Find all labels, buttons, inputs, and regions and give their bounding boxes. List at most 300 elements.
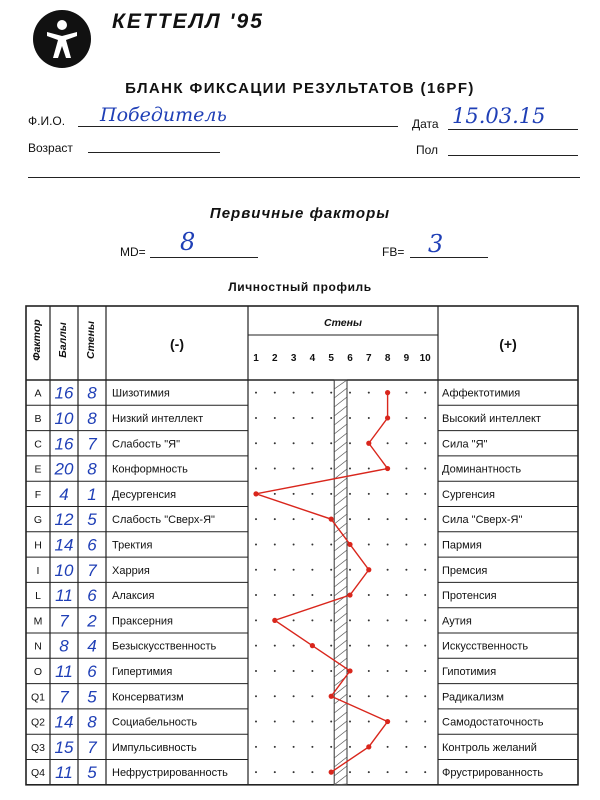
positive-pole-label: Гипотимия	[442, 665, 497, 678]
band-hatch	[334, 433, 347, 443]
positive-pole-label: Сила "Я"	[442, 438, 488, 451]
grid-dot	[274, 670, 276, 672]
primary-factors-title: Первичные факторы	[209, 205, 391, 222]
positive-pole-label: Пармия	[442, 539, 482, 552]
grid-dot	[274, 417, 276, 419]
grid-dot	[255, 695, 257, 697]
band-hatch	[334, 415, 347, 425]
band-hatch	[334, 397, 347, 407]
sten-score: 8	[87, 383, 97, 403]
profile-point	[385, 415, 390, 420]
band-hatch	[334, 442, 347, 452]
negative-pole-label: Праксерния	[112, 615, 173, 628]
grid-dot	[274, 543, 276, 545]
negative-pole-label: Гипертимия	[112, 665, 173, 678]
profile-point	[310, 643, 315, 648]
grid-dot	[311, 518, 313, 520]
grid-dot	[293, 594, 295, 596]
grid-dot	[330, 442, 332, 444]
fio-field[interactable]: Победитель	[100, 104, 227, 126]
factor-code: Q3	[30, 741, 46, 754]
grid-dot	[293, 695, 295, 697]
raw-score: 15	[54, 737, 74, 757]
sten-score: 5	[87, 763, 97, 783]
grid-dot	[330, 594, 332, 596]
profile-point	[366, 441, 371, 446]
profile-point	[385, 390, 390, 395]
raw-score: 7	[59, 687, 69, 707]
grid-dot	[293, 493, 295, 495]
grid-dot	[311, 468, 313, 470]
sten-score: 6	[87, 535, 97, 555]
sten-score: 1	[87, 484, 97, 504]
sten-scale-label: 6	[347, 353, 353, 364]
band-hatch	[334, 586, 347, 596]
grid-dot	[387, 746, 389, 748]
sten-scale-label: 2	[272, 353, 278, 364]
grid-dot	[387, 594, 389, 596]
band-hatch	[334, 559, 347, 569]
grid-dot	[293, 392, 295, 394]
negative-pole-label: Слабость "Я"	[112, 438, 180, 451]
grid-dot	[274, 645, 276, 647]
grid-dot	[387, 493, 389, 495]
sten-scale-label: 9	[403, 353, 410, 364]
factor-code: Q1	[30, 691, 46, 704]
band-hatch	[334, 478, 347, 488]
md-label: MD=	[120, 245, 146, 259]
grid-dot	[387, 518, 389, 520]
grid-dot	[293, 417, 295, 419]
grid-dot	[311, 695, 313, 697]
grid-dot	[349, 493, 351, 495]
grid-dot	[255, 594, 257, 596]
grid-dot	[368, 468, 370, 470]
negative-pole-label: Социабельность	[112, 716, 198, 729]
grid-dot	[424, 721, 426, 723]
grid-dot	[255, 721, 257, 723]
grid-dot	[387, 695, 389, 697]
raw-score: 20	[54, 459, 74, 479]
sex-label: Пол	[416, 143, 439, 157]
band-hatch	[334, 613, 347, 623]
profile-point	[329, 517, 334, 522]
grid-dot	[255, 670, 257, 672]
grid-dot	[424, 543, 426, 545]
grid-dot	[274, 468, 276, 470]
factor-code: O	[33, 665, 43, 678]
grid-dot	[293, 619, 295, 621]
factor-code: L	[35, 590, 41, 603]
grid-dot	[424, 746, 426, 748]
profile-point	[253, 491, 258, 496]
positive-pole-label: Высокий интеллект	[442, 412, 541, 425]
grid-dot	[368, 619, 370, 621]
profile-line	[256, 393, 388, 773]
grid-dot	[311, 569, 313, 571]
grid-dot	[368, 670, 370, 672]
grid-dot	[424, 518, 426, 520]
band-hatch	[334, 739, 347, 749]
grid-dot	[274, 594, 276, 596]
grid-dot	[349, 645, 351, 647]
grid-dot	[293, 442, 295, 444]
md-field[interactable]: 8	[180, 228, 196, 256]
grid-dot	[424, 392, 426, 394]
grid-dot	[405, 442, 407, 444]
grid-dot	[330, 721, 332, 723]
grid-dot	[405, 645, 407, 647]
grid-dot	[274, 518, 276, 520]
grid-dot	[368, 594, 370, 596]
band-hatch	[334, 640, 347, 650]
grid-dot	[405, 468, 407, 470]
grid-dot	[387, 543, 389, 545]
profile-point	[329, 770, 334, 775]
grid-dot	[255, 771, 257, 773]
band-hatch	[334, 496, 347, 506]
profile-point	[347, 592, 352, 597]
raw-score: 11	[55, 763, 73, 783]
raw-score: 14	[54, 535, 74, 555]
grid-dot	[274, 746, 276, 748]
grid-dot	[311, 771, 313, 773]
positive-pole-label: Аффектотимия	[442, 387, 521, 400]
sten-score: 6	[87, 586, 97, 606]
raw-score: 16	[54, 383, 74, 403]
grid-dot	[405, 594, 407, 596]
factor-code: F	[34, 488, 42, 501]
grid-dot	[368, 721, 370, 723]
factor-code: M	[33, 615, 43, 628]
factor-code: Q2	[30, 716, 46, 729]
grid-dot	[405, 392, 407, 394]
grid-dot	[424, 594, 426, 596]
grid-dot	[274, 442, 276, 444]
band-hatch	[334, 703, 347, 713]
sten-score: 4	[87, 636, 97, 656]
negative-pole-label: Харрия	[112, 564, 150, 577]
grid-dot	[405, 518, 407, 520]
grid-dot	[349, 695, 351, 697]
raw-score: 11	[55, 661, 73, 681]
profile-point	[385, 466, 390, 471]
grid-dot	[330, 645, 332, 647]
grid-dot	[293, 543, 295, 545]
grid-dot	[405, 569, 407, 571]
grid-dot	[293, 645, 295, 647]
grid-dot	[387, 670, 389, 672]
negative-pole-label: Нефрустрированность	[112, 767, 228, 780]
grid-dot	[255, 417, 257, 419]
negative-pole-label: Конформность	[112, 463, 188, 476]
grid-dot	[311, 746, 313, 748]
grid-dot	[330, 417, 332, 419]
grid-dot	[293, 569, 295, 571]
sten-score: 2	[87, 611, 97, 631]
sten-score: 7	[87, 560, 97, 580]
grid-dot	[424, 670, 426, 672]
band-hatch	[334, 775, 347, 785]
grid-dot	[424, 417, 426, 419]
positive-pole-label: Доминантность	[442, 463, 522, 476]
grid-dot	[311, 417, 313, 419]
sten-scale-label: 8	[384, 353, 391, 364]
profile-point	[385, 719, 390, 724]
grid-dot	[368, 392, 370, 394]
grid-dot	[274, 493, 276, 495]
grid-dot	[387, 442, 389, 444]
grid-dot	[424, 493, 426, 495]
fb-label: FB=	[382, 245, 405, 259]
raw-score: 10	[54, 408, 74, 428]
sten-scale-label: 1	[253, 353, 259, 364]
grid-dot	[368, 417, 370, 419]
negative-pole-label: Безыскусственность	[112, 640, 217, 653]
grid-dot	[368, 518, 370, 520]
grid-dot	[274, 392, 276, 394]
factor-code: Q4	[30, 767, 46, 780]
grid-dot	[255, 442, 257, 444]
sten-scale-label: 7	[366, 353, 372, 364]
sten-score: 6	[87, 661, 97, 681]
grid-dot	[330, 543, 332, 545]
sten-scale-label: 5	[328, 353, 334, 364]
sten-score: 5	[87, 510, 97, 530]
negative-pole-label: Алаксия	[112, 590, 155, 603]
grid-dot	[330, 468, 332, 470]
band-hatch	[334, 514, 347, 524]
factor-code: E	[34, 463, 42, 476]
fio-label: Ф.И.О.	[28, 114, 66, 128]
factor-code: A	[34, 387, 42, 400]
grid-dot	[255, 569, 257, 571]
grid-dot	[255, 746, 257, 748]
positive-pole-label: Премсия	[442, 564, 488, 577]
band-hatch	[334, 712, 347, 722]
factor-code: I	[36, 564, 40, 577]
grid-dot	[424, 468, 426, 470]
band-hatch	[334, 541, 347, 551]
factor-code: H	[34, 539, 42, 552]
band-hatch	[334, 649, 347, 659]
grid-dot	[349, 468, 351, 470]
sten-score: 7	[87, 434, 97, 454]
grid-dot	[387, 569, 389, 571]
grid-dot	[255, 543, 257, 545]
grid-dot	[387, 619, 389, 621]
band-hatch	[334, 451, 347, 461]
factor-code: B	[34, 412, 42, 425]
grid-dot	[349, 569, 351, 571]
grid-dot	[405, 670, 407, 672]
grid-dot	[274, 771, 276, 773]
grid-dot	[293, 518, 295, 520]
positive-pole-label: Искусственность	[442, 640, 529, 653]
sten-scale-label: 4	[309, 353, 316, 364]
negative-pole-label: Десургенсия	[112, 488, 177, 501]
grid-dot	[349, 417, 351, 419]
band-hatch	[334, 424, 347, 434]
profile-point	[347, 542, 352, 547]
form-title: БЛАНК ФИКСАЦИИ РЕЗУЛЬТАТОВ (16PF)	[125, 80, 475, 97]
sten-score: 7	[87, 737, 97, 757]
grid-dot	[311, 392, 313, 394]
factor-column-header: Фактор	[31, 319, 43, 361]
grid-dot	[255, 518, 257, 520]
positive-pole-label: Сургенсия	[442, 488, 496, 501]
date-label: Дата	[412, 117, 439, 131]
grid-dot	[311, 493, 313, 495]
grid-dot	[274, 721, 276, 723]
grid-dot	[349, 442, 351, 444]
grid-dot	[405, 417, 407, 419]
raw-score: 4	[59, 484, 69, 504]
profile-title: Личностный профиль	[228, 280, 372, 294]
negative-pole-label: Слабость "Сверх-Я"	[112, 514, 215, 527]
grid-dot	[311, 721, 313, 723]
grid-dot	[405, 771, 407, 773]
grid-dot	[311, 670, 313, 672]
band-hatch	[334, 631, 347, 641]
grid-dot	[368, 695, 370, 697]
negative-pole-label: Низкий интеллект	[112, 412, 204, 425]
grid-dot	[424, 442, 426, 444]
positive-pole-label: Протенсия	[442, 590, 497, 603]
grid-dot	[368, 543, 370, 545]
profile-point	[347, 668, 352, 673]
band-hatch	[334, 487, 347, 497]
grid-dot	[349, 518, 351, 520]
factor-code: N	[34, 640, 42, 653]
grid-dot	[405, 695, 407, 697]
grid-dot	[387, 645, 389, 647]
band-hatch	[334, 658, 347, 668]
sten-score: 8	[87, 712, 97, 732]
grid-dot	[349, 746, 351, 748]
band-hatch	[334, 460, 347, 470]
grid-dot	[368, 645, 370, 647]
grid-dot	[311, 543, 313, 545]
grid-dot	[255, 645, 257, 647]
grid-dot	[293, 721, 295, 723]
sten-score: 5	[87, 687, 97, 707]
raw-score: 11	[55, 586, 73, 606]
sten-score: 8	[87, 408, 97, 428]
positive-pole-label: Самодостаточность	[442, 716, 544, 729]
negative-pole-label: Шизотимия	[112, 387, 170, 400]
band-hatch	[334, 667, 347, 677]
sten-scale-label: 3	[290, 353, 297, 364]
grid-dot	[311, 619, 313, 621]
factor-code: G	[33, 514, 43, 527]
raw-score: 7	[59, 611, 69, 631]
brand-title: КЕТТЕЛЛ '95	[112, 10, 264, 33]
grid-dot	[405, 721, 407, 723]
grid-dot	[255, 619, 257, 621]
raw-score: 8	[59, 636, 69, 656]
grid-dot	[330, 670, 332, 672]
sten-scale-label: 10	[419, 353, 431, 364]
grid-dot	[387, 771, 389, 773]
profile-point	[366, 567, 371, 572]
grid-dot	[424, 695, 426, 697]
grid-dot	[274, 695, 276, 697]
grid-dot	[293, 670, 295, 672]
grid-dot	[424, 645, 426, 647]
band-hatch	[334, 622, 347, 632]
band-hatch	[334, 388, 347, 398]
grid-dot	[405, 543, 407, 545]
positive-pole-label: Радикализм	[442, 691, 504, 704]
grid-dot	[405, 493, 407, 495]
grid-dot	[424, 569, 426, 571]
grid-dot	[349, 721, 351, 723]
grid-dot	[424, 771, 426, 773]
grid-dot	[330, 493, 332, 495]
factor-code: C	[34, 438, 42, 451]
grid-dot	[330, 392, 332, 394]
grid-dot	[349, 771, 351, 773]
table-border	[26, 306, 578, 785]
grid-dot	[424, 619, 426, 621]
grid-dot	[293, 468, 295, 470]
fb-field[interactable]: 3	[428, 230, 444, 258]
grid-dot	[293, 771, 295, 773]
negative-pole-label: Тректия	[112, 539, 153, 552]
positive-pole-header: (+)	[499, 336, 517, 352]
band-hatch	[334, 505, 347, 515]
profile-point	[329, 694, 334, 699]
raw-score: 14	[54, 712, 74, 732]
grid-dot	[405, 746, 407, 748]
sten-score: 8	[87, 459, 97, 479]
grid-dot	[330, 569, 332, 571]
band-hatch	[334, 380, 347, 389]
grid-dot	[405, 619, 407, 621]
band-hatch	[334, 550, 347, 560]
grid-dot	[293, 746, 295, 748]
grid-dot	[255, 392, 257, 394]
raw-score-column-header: Баллы	[57, 322, 69, 358]
band-hatch	[334, 766, 347, 776]
stens-header: Стены	[324, 317, 362, 329]
positive-pole-label: Фрустрированность	[442, 767, 544, 780]
date-field[interactable]: 15.03.15	[452, 104, 546, 128]
band-hatch	[334, 406, 347, 416]
positive-pole-label: Аутия	[442, 615, 472, 628]
grid-dot	[349, 619, 351, 621]
grid-dot	[330, 619, 332, 621]
raw-score: 10	[54, 560, 74, 580]
grid-dot	[311, 442, 313, 444]
negative-pole-header: (-)	[170, 336, 184, 352]
grid-dot	[274, 569, 276, 571]
sten-column-header: Стены	[85, 321, 97, 359]
band-hatch	[334, 577, 347, 587]
band-hatch	[334, 721, 347, 731]
age-label: Возраст	[28, 141, 73, 155]
grid-dot	[349, 392, 351, 394]
band-hatch	[334, 604, 347, 614]
profile-point	[272, 618, 277, 623]
band-hatch	[334, 568, 347, 578]
positive-pole-label: Контроль желаний	[442, 741, 537, 754]
raw-score: 12	[54, 510, 74, 530]
grid-dot	[368, 493, 370, 495]
profile-point	[366, 744, 371, 749]
grid-dot	[368, 771, 370, 773]
